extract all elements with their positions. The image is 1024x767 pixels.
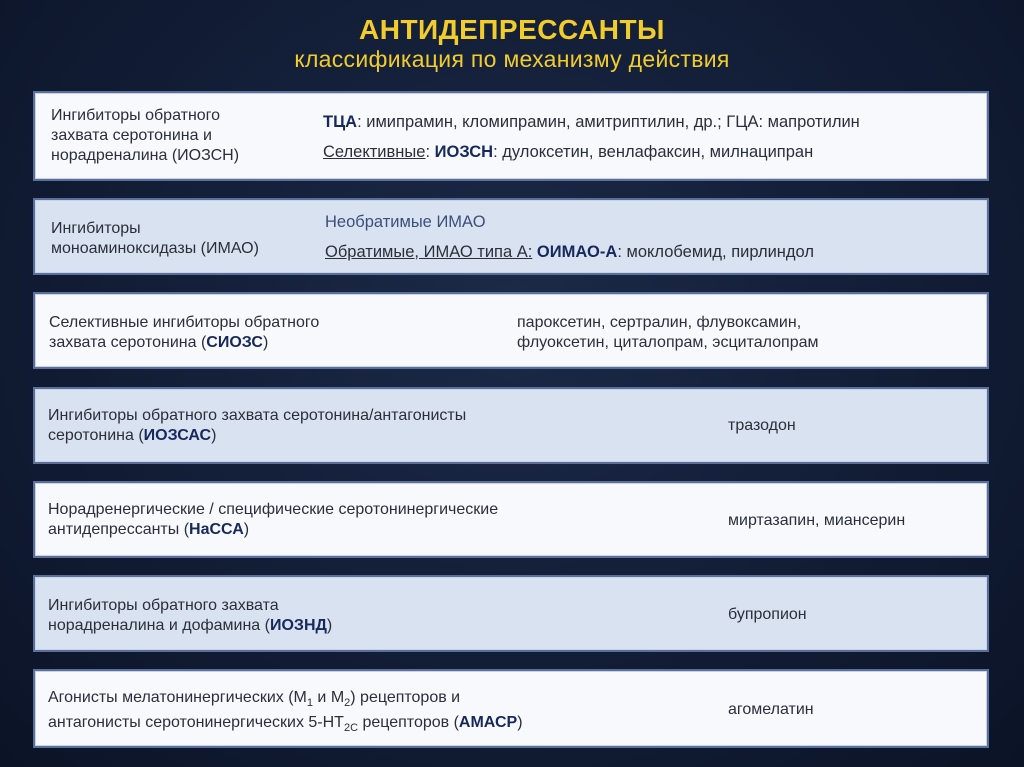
drug-list: ТЦА: имипрамин, кломипрамин, амитриптилин, др.; ГЦА: мапротилин Селективные: ИОЗСН: дулоксетин, венлафаксин, милнаципран <box>323 113 860 161</box>
class-name: Ингибиторы обратного захвата норадреналина и дофамина (ИОЗНД) <box>48 597 333 634</box>
class-row-nassa <box>33 481 989 558</box>
drug-list: бупропион <box>728 606 807 623</box>
drug-list: тразодон <box>728 417 796 434</box>
drug-list: Необратимые ИМАО Обратимые, ИМАО типа А: ОИМАО-А: моклобемид, пирлиндол <box>325 213 814 261</box>
class-name: Ингибиторы моноаминоксидазы (ИМАО) <box>51 220 259 257</box>
drug-list: пароксетин, сертралин, флувоксамин, флуоксетин, циталопрам, эсциталопрам <box>517 314 819 351</box>
class-row-ioznd <box>33 575 989 652</box>
class-name: Ингибиторы обратного захвата серотонина и норадреналина (ИОЗСН) <box>51 107 240 164</box>
drug-list: миртазапин, миансерин <box>728 512 906 529</box>
class-row-iozsn <box>33 91 989 181</box>
class-name: Ингибиторы обратного захвата серотонина/антагонисты серотонина (ИОЗСАС) <box>48 407 467 444</box>
class-row-amasr <box>33 669 989 748</box>
class-name: Селективные ингибиторы обратного захвата серотонина (СИОЗС) <box>49 314 320 351</box>
class-row-iozsas <box>33 387 989 464</box>
class-row-imao <box>33 198 989 275</box>
page-subtitle: классификация по механизму действия <box>294 46 730 72</box>
class-name: Норадренергические / специфические серотонинергические антидепрессанты (НаССА) <box>48 501 499 538</box>
drug-list: агомелатин <box>728 701 814 718</box>
page-title: АНТИДЕПРЕССАНТЫ <box>359 14 665 45</box>
class-row-siozs <box>33 292 989 369</box>
class-name: Агонисты мелатонинергических ($М_1$ и $М_2$) рецепторов и антагонисты серотонинергических $5-НТ_{2С}$ рецепторов (АМАСР) <box>48 689 523 735</box>
